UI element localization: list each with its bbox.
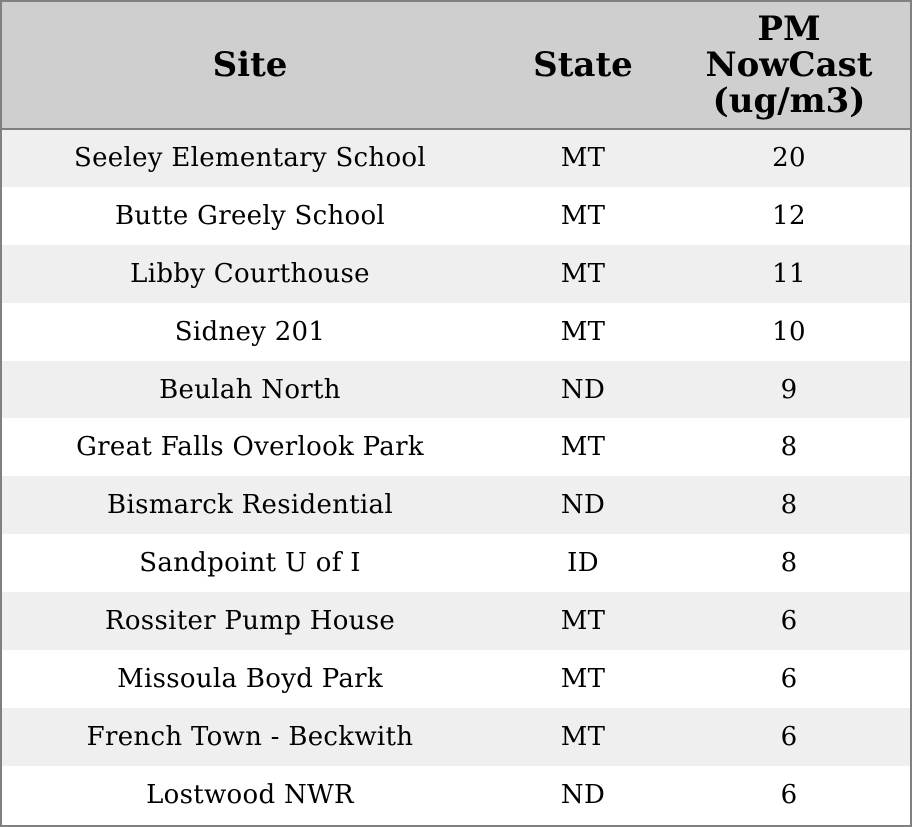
cell-pm-value: 12 <box>772 200 806 231</box>
cell-pm-value: 9 <box>780 374 798 405</box>
table-row <box>2 418 910 476</box>
table-body <box>2 129 910 824</box>
table-row <box>2 476 910 534</box>
cell-site: Libby Courthouse <box>130 258 370 289</box>
cell-pm-value: 20 <box>772 143 806 174</box>
table-row <box>2 361 910 419</box>
cell-site: Beulah North <box>159 374 341 405</box>
cell-state: MT <box>560 663 606 694</box>
cell-site: Great Falls Overlook Park <box>76 432 424 463</box>
cell-state: MT <box>560 316 606 347</box>
column-header-pm-line-1: PM <box>757 9 821 49</box>
table-row <box>2 129 910 187</box>
column-header-state-label: State <box>533 45 633 85</box>
column-header-pm-nowcast <box>668 2 910 129</box>
cell-pm-value: 8 <box>780 548 798 579</box>
table-header <box>2 2 910 129</box>
cell-state: MT <box>560 721 606 752</box>
cell-site: French Town - Beckwith <box>86 721 414 752</box>
cell-state: ND <box>560 490 606 521</box>
column-header-state <box>498 2 668 129</box>
cell-state: MT <box>560 432 606 463</box>
table-row <box>2 245 910 303</box>
table-row <box>2 592 910 650</box>
column-header-pm-line-3: (ug/m3) <box>712 81 866 121</box>
cell-state: MT <box>560 606 606 637</box>
cell-state: MT <box>560 258 606 289</box>
cell-site: Bismarck Residential <box>107 490 393 521</box>
cell-site: Rossiter Pump House <box>104 606 396 637</box>
cell-pm-value: 6 <box>780 779 798 810</box>
cell-pm-value: 6 <box>780 606 798 637</box>
column-header-pm-line-2: NowCast <box>705 45 873 85</box>
table-row <box>2 650 910 708</box>
table-row <box>2 534 910 592</box>
cell-pm-value: 6 <box>780 721 798 752</box>
table-row <box>2 187 910 245</box>
cell-pm-value: 10 <box>772 316 806 347</box>
cell-pm-value: 6 <box>780 663 798 694</box>
cell-site: Missoula Boyd Park <box>117 663 383 694</box>
data-table <box>2 2 910 824</box>
cell-site: Butte Greely School <box>114 200 386 231</box>
table-row <box>2 708 910 766</box>
cell-state: MT <box>560 200 606 231</box>
cell-site: Sandpoint U of I <box>139 548 361 579</box>
cell-site: Sidney 201 <box>174 316 326 347</box>
cell-pm-value: 8 <box>780 432 798 463</box>
cell-pm-value: 8 <box>780 490 798 521</box>
table-row <box>2 766 910 824</box>
cell-pm-value: 11 <box>772 258 806 289</box>
cell-state: ID <box>567 548 599 579</box>
header-row <box>2 2 910 129</box>
cell-site: Lostwood NWR <box>146 779 354 810</box>
cell-state: ND <box>560 779 606 810</box>
column-header-site <box>2 2 498 129</box>
cell-site: Seeley Elementary School <box>74 143 426 174</box>
column-header-site-label: Site <box>212 45 288 85</box>
cell-state: ND <box>560 374 606 405</box>
table-row <box>2 303 910 361</box>
cell-state: MT <box>560 143 606 174</box>
